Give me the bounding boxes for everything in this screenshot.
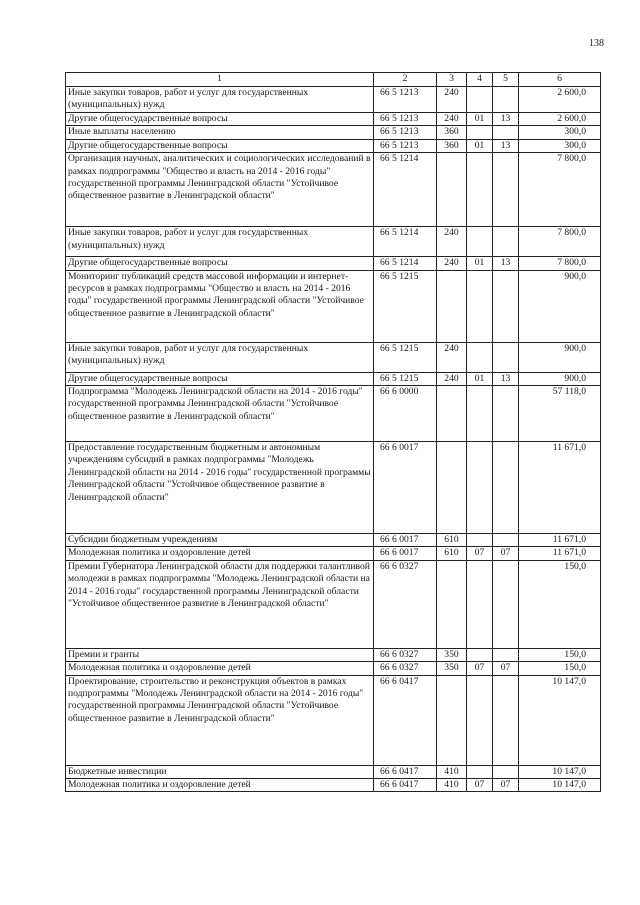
row-name-cell: Бюджетные инвестиции — [66, 765, 374, 778]
row-code-cell: 66 5 1213 — [374, 113, 437, 126]
row-type-cell: 350 — [437, 648, 467, 661]
table-row — [66, 227, 601, 257]
row-amount-cell: 300,0 — [519, 126, 601, 139]
row-name-cell: Другие общегосударственные вопросы — [66, 139, 374, 152]
row-code-cell: 66 6 0417 — [374, 779, 437, 792]
row-amount-cell: 300,0 — [519, 139, 601, 152]
row-amount-cell: 10 147,0 — [519, 765, 601, 778]
row-section-cell — [467, 765, 493, 778]
row-section-cell — [467, 342, 493, 372]
table-row — [66, 87, 601, 113]
row-type-cell: 610 — [437, 547, 467, 560]
row-type-cell — [437, 153, 467, 227]
row-subsection-cell: 13 — [493, 372, 519, 385]
table-header-row — [66, 73, 601, 87]
row-name-cell: Иные закупки товаров, работ и услуг для государственных (муниципальных) нужд — [66, 342, 374, 372]
row-code-cell: 66 5 1214 — [374, 153, 437, 227]
row-type-cell: 240 — [437, 372, 467, 385]
row-code-cell: 66 5 1214 — [374, 257, 437, 270]
table-row — [66, 779, 601, 792]
table-row — [66, 113, 601, 126]
row-section-cell — [467, 87, 493, 113]
row-name-cell: Молодежная политика и оздоровление детей — [66, 779, 374, 792]
row-code-cell: 66 6 0417 — [374, 765, 437, 778]
row-code-cell: 66 6 0000 — [374, 386, 437, 442]
header-cell-5: 5 — [493, 73, 519, 87]
row-name-cell: Молодежная политика и оздоровление детей — [66, 547, 374, 560]
row-name-cell: Другие общегосударственные вопросы — [66, 372, 374, 385]
row-section-cell — [467, 675, 493, 765]
row-type-cell: 410 — [437, 779, 467, 792]
row-code-cell: 66 6 0417 — [374, 675, 437, 765]
row-type-cell — [437, 270, 467, 342]
row-code-cell: 66 6 0017 — [374, 547, 437, 560]
row-code-cell: 66 5 1215 — [374, 372, 437, 385]
row-code-cell: 66 5 1214 — [374, 227, 437, 257]
row-type-cell: 240 — [437, 342, 467, 372]
table-row — [66, 662, 601, 675]
row-type-cell: 240 — [437, 87, 467, 113]
row-amount-cell: 2 600,0 — [519, 87, 601, 113]
row-section-cell — [467, 386, 493, 442]
row-type-cell — [437, 386, 467, 442]
row-type-cell: 350 — [437, 662, 467, 675]
row-amount-cell: 11 671,0 — [519, 534, 601, 547]
row-subsection-cell — [493, 87, 519, 113]
row-amount-cell: 150,0 — [519, 648, 601, 661]
table-row — [66, 270, 601, 342]
table-row — [66, 547, 601, 560]
table-row — [66, 372, 601, 385]
row-section-cell — [467, 560, 493, 648]
header-cell-3: 3 — [437, 73, 467, 87]
row-section-cell: 01 — [467, 372, 493, 385]
row-code-cell: 66 6 0327 — [374, 560, 437, 648]
row-name-cell: Проектирование, строительство и реконструкция объектов в рамках подпрограммы "Молодежь Ленинградской области на 2014 - 2016 годы" государственной программы Ленинградской области "Устойчивое общественное развитие в Ленинградской области" — [66, 675, 374, 765]
row-subsection-cell — [493, 153, 519, 227]
row-section-cell — [467, 270, 493, 342]
table-row — [66, 648, 601, 661]
row-name-cell: Организация научных, аналитических и социологических исследований в рамках подпрограммы "Общество и власть на 2014 - 2016 годы" государственной программы Ленинградской области "Устойчивое общественное развитие в Ленинградской области" — [66, 153, 374, 227]
row-type-cell: 360 — [437, 126, 467, 139]
row-type-cell — [437, 675, 467, 765]
table-row — [66, 342, 601, 372]
row-amount-cell: 2 600,0 — [519, 113, 601, 126]
table-row — [66, 675, 601, 765]
row-subsection-cell — [493, 126, 519, 139]
row-subsection-cell — [493, 648, 519, 661]
row-amount-cell: 10 147,0 — [519, 779, 601, 792]
row-section-cell: 07 — [467, 779, 493, 792]
row-subsection-cell: 07 — [493, 662, 519, 675]
row-code-cell: 66 5 1213 — [374, 126, 437, 139]
row-code-cell: 66 6 0017 — [374, 442, 437, 534]
row-amount-cell: 10 147,0 — [519, 675, 601, 765]
row-section-cell: 07 — [467, 547, 493, 560]
row-section-cell: 01 — [467, 257, 493, 270]
row-name-cell: Иные выплаты населению — [66, 126, 374, 139]
row-amount-cell: 900,0 — [519, 270, 601, 342]
header-cell-1: 1 — [66, 73, 374, 87]
table-row — [66, 386, 601, 442]
row-subsection-cell — [493, 534, 519, 547]
row-section-cell: 01 — [467, 139, 493, 152]
row-name-cell: Иные закупки товаров, работ и услуг для государственных (муниципальных) нужд — [66, 227, 374, 257]
row-section-cell: 01 — [467, 113, 493, 126]
header-cell-4: 4 — [467, 73, 493, 87]
row-subsection-cell — [493, 560, 519, 648]
row-type-cell: 360 — [437, 139, 467, 152]
row-type-cell — [437, 560, 467, 648]
header-cell-6: 6 — [519, 73, 601, 87]
row-type-cell: 410 — [437, 765, 467, 778]
table-row — [66, 534, 601, 547]
row-subsection-cell — [493, 765, 519, 778]
row-name-cell: Субсидии бюджетным учреждениям — [66, 534, 374, 547]
row-subsection-cell: 07 — [493, 779, 519, 792]
row-name-cell: Иные закупки товаров, работ и услуг для государственных (муниципальных) нужд — [66, 87, 374, 113]
row-amount-cell: 7 800,0 — [519, 257, 601, 270]
row-name-cell: Другие общегосударственные вопросы — [66, 113, 374, 126]
row-code-cell: 66 6 0327 — [374, 662, 437, 675]
row-code-cell: 66 6 0017 — [374, 534, 437, 547]
row-name-cell: Подпрограмма "Молодежь Ленинградской области на 2014 - 2016 годы" государственной программы Ленинградской области "Устойчивое общественное развитие в Ленинградской области" — [66, 386, 374, 442]
row-subsection-cell — [493, 442, 519, 534]
row-amount-cell: 11 671,0 — [519, 442, 601, 534]
row-section-cell — [467, 442, 493, 534]
row-type-cell: 240 — [437, 257, 467, 270]
row-code-cell: 66 5 1213 — [374, 87, 437, 113]
row-amount-cell: 900,0 — [519, 342, 601, 372]
row-name-cell: Премии Губернатора Ленинградской области для поддержки талантливой молодежи в рамках подпрограммы "Молодежь Ленинградской области на 2014 - 2016 годы" государственной программы Ленинградской области "Устойчивое общественное развитие в Ленинградской области" — [66, 560, 374, 648]
row-section-cell — [467, 126, 493, 139]
row-subsection-cell: 13 — [493, 139, 519, 152]
row-amount-cell: 57 118,0 — [519, 386, 601, 442]
row-section-cell — [467, 227, 493, 257]
row-name-cell: Другие общегосударственные вопросы — [66, 257, 374, 270]
row-code-cell: 66 5 1215 — [374, 270, 437, 342]
row-code-cell: 66 6 0327 — [374, 648, 437, 661]
table-row — [66, 257, 601, 270]
budget-table — [65, 72, 601, 792]
row-name-cell: Премии и гранты — [66, 648, 374, 661]
row-type-cell — [437, 442, 467, 534]
row-code-cell: 66 5 1213 — [374, 139, 437, 152]
table-row — [66, 442, 601, 534]
row-section-cell — [467, 153, 493, 227]
row-section-cell — [467, 648, 493, 661]
row-type-cell: 240 — [437, 113, 467, 126]
row-name-cell: Молодежная политика и оздоровление детей — [66, 662, 374, 675]
row-subsection-cell — [493, 386, 519, 442]
row-type-cell: 610 — [437, 534, 467, 547]
table-row — [66, 126, 601, 139]
row-name-cell: Мониторинг публикаций средств массовой информации и интернет-ресурсов в рамках подпрограммы "Общество и власть на 2014 - 2016 годы" государственной программы Ленинградской области "Устойчивое общественное развитие в Ленинградской области" — [66, 270, 374, 342]
page-number: 138 — [589, 38, 604, 49]
row-type-cell: 240 — [437, 227, 467, 257]
row-subsection-cell: 13 — [493, 257, 519, 270]
row-amount-cell: 7 800,0 — [519, 153, 601, 227]
row-amount-cell: 150,0 — [519, 662, 601, 675]
row-amount-cell: 7 800,0 — [519, 227, 601, 257]
row-amount-cell: 150,0 — [519, 560, 601, 648]
row-code-cell: 66 5 1215 — [374, 342, 437, 372]
row-subsection-cell — [493, 227, 519, 257]
table-row — [66, 139, 601, 152]
table-row — [66, 560, 601, 648]
row-name-cell: Предоставление государственным бюджетным и автономным учреждениям субсидий в рамках подпрограммы "Молодежь Ленинградской области на 2014 - 2016 годы" государственной программы Ленинградской области "Устойчивое общественное развитие в Ленинградской области" — [66, 442, 374, 534]
row-amount-cell: 900,0 — [519, 372, 601, 385]
row-section-cell — [467, 534, 493, 547]
row-subsection-cell: 13 — [493, 113, 519, 126]
row-subsection-cell — [493, 675, 519, 765]
table-row — [66, 153, 601, 227]
header-cell-2: 2 — [374, 73, 437, 87]
row-amount-cell: 11 671,0 — [519, 547, 601, 560]
row-subsection-cell — [493, 342, 519, 372]
table-row — [66, 765, 601, 778]
row-subsection-cell — [493, 270, 519, 342]
row-section-cell: 07 — [467, 662, 493, 675]
row-subsection-cell: 07 — [493, 547, 519, 560]
